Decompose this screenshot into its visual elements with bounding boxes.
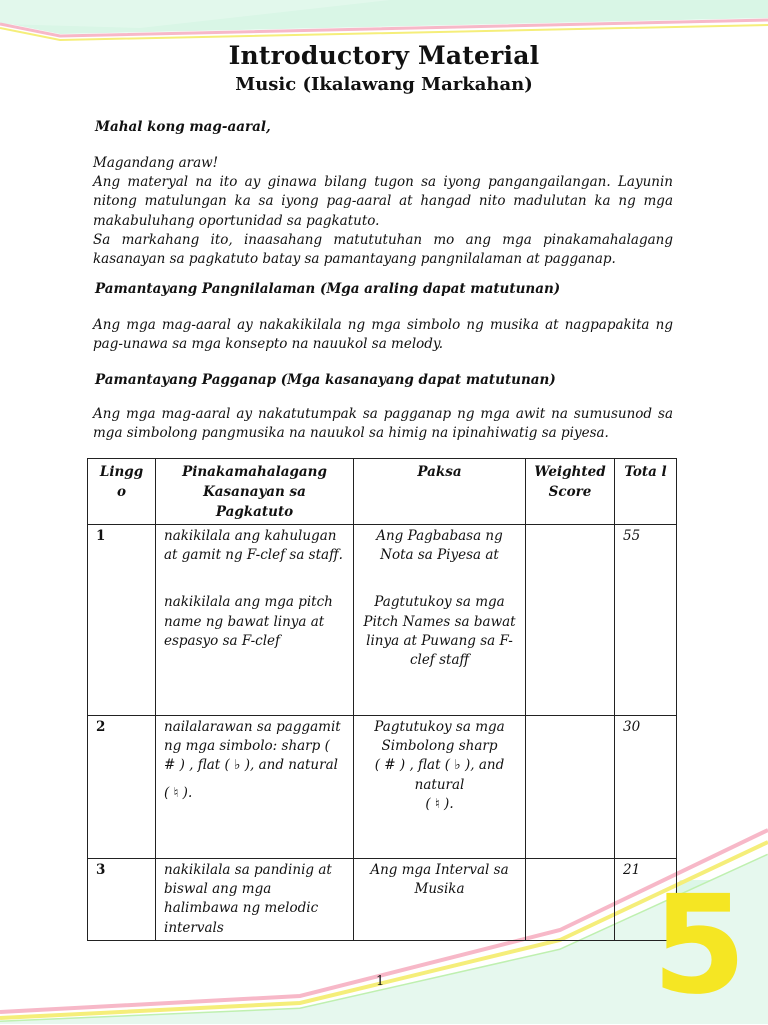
cell-topic	[354, 716, 526, 859]
content-standard-heading: Pamantayang Pangnilalaman (Mga araling dapat matutunan)	[95, 281, 561, 297]
table-row	[88, 525, 677, 716]
cell-total: 30	[615, 716, 677, 859]
topic-text: Ang Pagbabasa ng Nota sa Piyesa at	[376, 528, 503, 564]
topic-text: ( # ) , flat ( ♭ ), and natural	[374, 757, 505, 793]
page-subtitle: Music (Ikalawang Markahan)	[235, 74, 533, 95]
competency-text: nailalarawan sa paggamit ng mga simbolo: sharp ( # ) , flat ( ♭ ), and natural	[164, 719, 341, 774]
competency-text: nakikilala ang mga pitch name ng bawat linya at espasyo sa F-clef	[164, 594, 333, 649]
topic-text: ( ♮ ).	[425, 795, 454, 812]
intro-paragraph	[93, 154, 673, 269]
cell-weighted-score	[526, 716, 615, 859]
competency-text: nakikilala ang kahulugan at gamit ng F-clef sa staff.	[164, 528, 343, 564]
intro-line: Sa markahang ito, inaasahang matututuhan mo ang mga pinakamahalagang kasanayan sa pagkatuto batay sa pamantayang pangnilalaman at pagganap.	[93, 231, 673, 268]
header-competency: Pinakamahalagang Kasanayan sa Pagkatuto	[156, 459, 354, 525]
cell-weighted-score	[526, 859, 615, 941]
performance-standard-text: Ang mga mag-aaral ay nakatutumpak sa pagganap ng mga awit na sumusunod sa mga simbolong pangmusika na nauukol sa himig na ipinahiwatig sa piyesa.	[93, 406, 673, 442]
cell-competency: nakikilala sa pandinig at biswal ang mga halimbawa ng melodic intervals	[156, 859, 354, 941]
cell-week: 2	[88, 716, 156, 859]
cell-competency	[156, 525, 354, 716]
content-standard-text: Ang mga mag-aaral ay nakakikilala ng mga simbolo ng musika at nagpapakita ng pag-unawa sa mga konsepto na nauukol sa melody.	[93, 317, 673, 353]
performance-standard-heading: Pamantayang Pagganap (Mga kasanayang dapat matutunan)	[95, 372, 556, 388]
intro-line: Magandang araw!	[93, 155, 219, 171]
cell-topic: Ang mga Interval sa Musika	[354, 859, 526, 941]
cell-total: 21	[615, 859, 677, 941]
intro-line: Ang materyal na ito ay ginawa bilang tugon sa iyong pangangailangan. Layunin nitong matulungan ka sa iyong pag-aaral at hangad nito madulutan ka ng mga makabuluhang oportunidad sa pagkatuto.	[93, 174, 673, 229]
page-number: 1	[376, 974, 385, 989]
greeting: Mahal kong mag-aaral,	[95, 119, 271, 135]
table-row	[88, 716, 677, 859]
cell-week: 3	[88, 859, 156, 941]
header-total: Tota l	[615, 459, 677, 525]
cell-weighted-score	[526, 525, 615, 716]
topic-text: Pagtutukoy sa mga Pitch Names sa bawat linya at Puwang sa F-clef staff	[363, 594, 516, 669]
table-header-row	[88, 459, 677, 525]
cell-competency	[156, 716, 354, 859]
header-topic: Paksa	[354, 459, 526, 525]
topic-text: Pagtutukoy sa mga Simbolong sharp	[374, 719, 505, 755]
page-title: Introductory Material	[228, 41, 540, 70]
table-row	[88, 859, 677, 941]
grade-badge: 5	[652, 867, 747, 1025]
cell-week: 1	[88, 525, 156, 716]
competency-text: ( ♮ ).	[164, 784, 193, 801]
competency-table	[87, 458, 677, 941]
cell-total: 55	[615, 525, 677, 716]
header-weighted-score: Weighted Score	[526, 459, 615, 525]
header-week: Lingg o	[88, 459, 156, 525]
cell-topic	[354, 525, 526, 716]
